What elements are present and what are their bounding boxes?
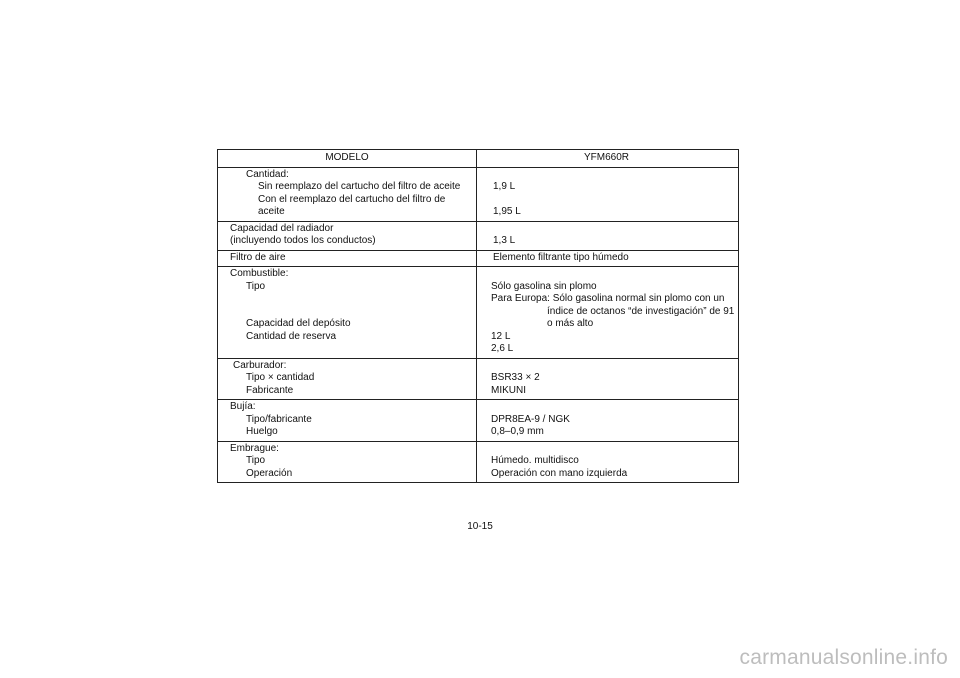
radiator-label-cell xyxy=(218,222,477,250)
table-row-clutch xyxy=(218,441,738,483)
fuel-type-value-2: Para Europa: Sólo gasolina normal sin plomo con un xyxy=(491,293,725,304)
fuel-reserve-value: 2,6 L xyxy=(491,343,514,354)
table-row-carburetor xyxy=(218,358,738,400)
spark-plug-gap-value: 0,8–0,9 mm xyxy=(491,426,544,437)
carburetor-maker-value: MIKUNI xyxy=(491,384,526,396)
fuel-tank-label: Capacidad del depósito xyxy=(246,318,351,329)
carburetor-type-value: BSR33 × 2 xyxy=(491,372,540,383)
fuel-type-label: Tipo xyxy=(246,280,266,292)
table-row-radiator xyxy=(218,221,738,250)
air-filter-value: Elemento filtrante tipo húmedo xyxy=(493,251,629,263)
clutch-type-value: Húmedo. multidisco xyxy=(491,455,579,466)
clutch-value-cell xyxy=(477,442,736,483)
quantity-without-value: 1,9 L xyxy=(493,181,516,192)
carburetor-label: Carburador: xyxy=(233,359,287,371)
carburetor-maker-label: Fabricante xyxy=(246,384,294,396)
spark-plug-gap-label: Huelgo xyxy=(246,426,278,437)
carburetor-type-label: Tipo × cantidad xyxy=(246,372,315,383)
clutch-operation-label: Operación xyxy=(246,467,293,479)
quantity-with-value: 1,95 L xyxy=(493,206,521,217)
quantity-with-filter-label-1: Con el reemplazo del cartucho del filtro de xyxy=(258,193,446,205)
fuel-value-cell xyxy=(477,267,736,358)
air-filter-label: Filtro de aire xyxy=(230,251,286,263)
clutch-label-cell xyxy=(218,442,477,483)
model-value: YFM660R xyxy=(583,152,629,163)
quantity-value-cell xyxy=(477,168,736,221)
table-row-quantity xyxy=(218,167,738,221)
table-header-row xyxy=(218,150,738,167)
fuel-type-value-1: Sólo gasolina sin plomo xyxy=(491,280,597,292)
table-row-air-filter xyxy=(218,250,738,267)
spark-plug-type-label: Tipo/fabricante xyxy=(246,413,312,425)
spark-plug-type-value: DPR8EA-9 / NGK xyxy=(491,413,570,425)
table-row-spark-plug xyxy=(218,399,738,441)
fuel-type-value-3: índice de octanos “de investigación” de 91 xyxy=(547,305,735,317)
quantity-label: Cantidad: xyxy=(246,168,289,180)
radiator-label-1: Capacidad del radiador xyxy=(230,222,334,234)
quantity-label-cell xyxy=(218,168,477,221)
air-filter-value-cell xyxy=(477,251,736,267)
spec-table xyxy=(217,149,739,483)
watermark-text: carmanualsonline.info xyxy=(739,646,948,669)
spark-plug-label-cell xyxy=(218,400,477,441)
carburetor-label-cell xyxy=(218,359,477,400)
fuel-label-cell xyxy=(218,267,477,358)
air-filter-label-cell xyxy=(218,251,477,267)
spark-plug-value-cell xyxy=(477,400,736,441)
clutch-label: Embrague: xyxy=(230,442,279,454)
carburetor-value-cell xyxy=(477,359,736,400)
clutch-operation-value: Operación con mano izquierda xyxy=(491,467,628,479)
radiator-value: 1,3 L xyxy=(493,235,516,246)
table-row-fuel xyxy=(218,266,738,358)
spark-plug-label: Bujía: xyxy=(230,401,256,412)
fuel-reserve-label: Cantidad de reserva xyxy=(246,330,337,342)
quantity-without-filter-label: Sin reemplazo del cartucho del filtro de aceite xyxy=(258,181,461,192)
fuel-label: Combustible: xyxy=(230,268,289,279)
page-number: 10-15 xyxy=(467,521,493,532)
clutch-type-label: Tipo xyxy=(246,455,266,466)
radiator-value-cell xyxy=(477,222,736,250)
fuel-type-value-4: o más alto xyxy=(547,318,594,329)
radiator-label-2: (incluyendo todos los conductos) xyxy=(230,235,376,246)
fuel-tank-value: 12 L xyxy=(491,330,511,342)
model-label: MODELO xyxy=(218,150,477,167)
quantity-with-filter-label-2: aceite xyxy=(258,206,285,217)
